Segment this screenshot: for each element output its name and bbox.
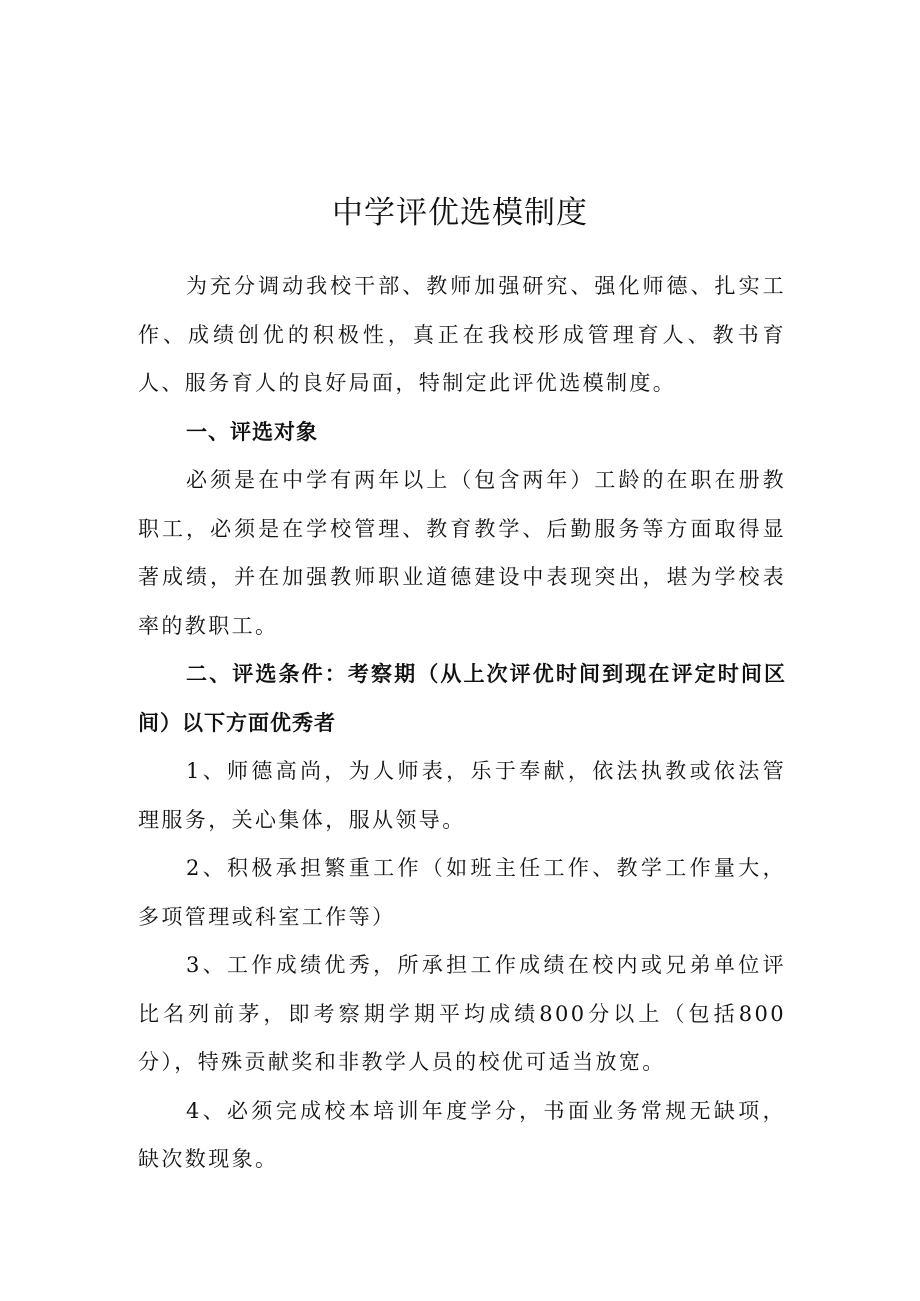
criteria-item-3: 3、工作成绩优秀，所承担工作成绩在校内或兄弟单位评比名列前茅，即考察期学期平均成绩800分以上（包括800分），特殊贡献奖和非教学人员的校优可适当放宽。 <box>138 953 786 1074</box>
document-body <box>138 262 786 1184</box>
section-1-paragraph: 必须是在中学有两年以上（包含两年）工龄的在职在册教职工，必须是在学校管理、教育教学、后勤服务等方面取得显著成绩，并在加强教师职业道德建设中表现突出，堪为学校表率的教职工。 <box>138 468 786 638</box>
document-title: 中学评优选模制度 <box>332 195 588 231</box>
criteria-item-1: 1、师德高尚，为人师表，乐于奉献，依法执教或依法管理服务，关心集体，服从领导。 <box>138 759 786 832</box>
section-1-heading: 一、评选对象 <box>186 419 318 444</box>
intro-paragraph: 为充分调动我校干部、教师加强研究、强化师德、扎实工作、成绩创优的积极性，真正在我校形成管理育人、教书育人、服务育人的良好局面，特制定此评优选模制度。 <box>138 274 786 395</box>
criteria-item-4: 4、必须完成校本培训年度学分，书面业务常规无缺项，缺次数现象。 <box>138 1098 786 1171</box>
section-2-heading: 二、评选条件：考察期（从上次评优时间到现在评定时间区间）以下方面优秀者 <box>138 662 786 735</box>
criteria-item-2: 2、积极承担繁重工作（如班主任工作、教学工作量大，多项管理或科室工作等） <box>138 856 786 929</box>
